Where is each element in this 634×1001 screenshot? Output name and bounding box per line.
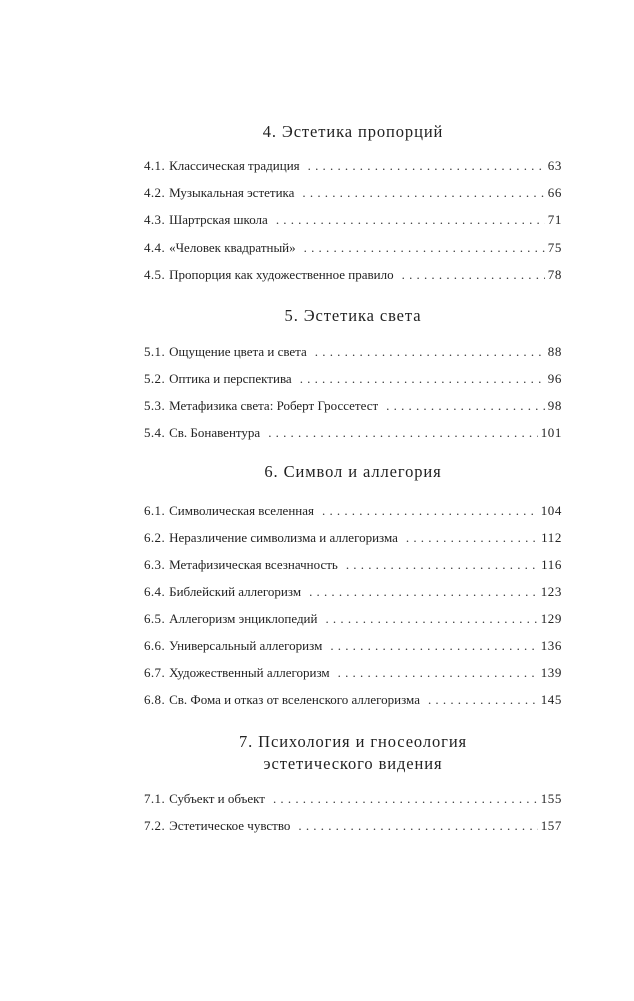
entry-title: Метафизическая всезначность bbox=[169, 557, 338, 572]
entry-page-number: 71 bbox=[547, 212, 562, 227]
dot-leader bbox=[268, 424, 538, 442]
dot-leader bbox=[276, 211, 545, 229]
toc-entry[interactable] bbox=[144, 266, 562, 284]
dot-leader bbox=[402, 266, 545, 284]
toc-entry[interactable] bbox=[144, 790, 562, 808]
entry-number: 4.4. bbox=[144, 240, 166, 255]
entry-page-number: 157 bbox=[540, 818, 562, 833]
entry-page-number: 129 bbox=[540, 611, 562, 626]
toc-entry[interactable] bbox=[144, 664, 562, 682]
chapter-title: 4. Эстетика пропорций bbox=[262, 122, 444, 141]
entry-page-number: 116 bbox=[541, 557, 562, 572]
entry-page-number: 78 bbox=[547, 267, 562, 282]
entry-number: 7.2. bbox=[144, 818, 166, 833]
chapter-title: 5. Эстетика света bbox=[284, 306, 422, 325]
entry-number: 6.7. bbox=[144, 665, 166, 680]
entry-number: 6.2. bbox=[144, 530, 166, 545]
entry-number: 5.2. bbox=[144, 371, 166, 386]
entry-page-number: 155 bbox=[540, 791, 562, 806]
entry-title: Художественный аллегоризм bbox=[169, 665, 330, 680]
entry-number: 6.5. bbox=[144, 611, 166, 626]
toc-entry[interactable] bbox=[144, 157, 562, 175]
toc-entry[interactable] bbox=[144, 239, 562, 257]
entry-page-number: 112 bbox=[541, 530, 562, 545]
entry-title: «Человек квадратный» bbox=[169, 240, 296, 255]
dot-leader bbox=[315, 343, 545, 361]
entry-page-number: 136 bbox=[540, 638, 562, 653]
chapter-title: 7. Психология и гносеология bbox=[238, 732, 468, 751]
entry-title: Эстетическое чувство bbox=[169, 818, 291, 833]
entry-title: Библейский аллегоризм bbox=[169, 584, 302, 599]
entry-title: Шартрская школа bbox=[169, 212, 268, 227]
entry-number: 6.1. bbox=[144, 503, 166, 518]
entry-title: Метафизика света: Роберт Гроссетест bbox=[169, 398, 379, 413]
entry-page-number: 101 bbox=[540, 425, 562, 440]
dot-leader bbox=[428, 691, 538, 709]
toc-entry[interactable] bbox=[144, 637, 562, 655]
dot-leader bbox=[300, 370, 545, 388]
toc-entry[interactable] bbox=[144, 370, 562, 388]
toc-entry[interactable] bbox=[144, 817, 562, 835]
toc-entry[interactable] bbox=[144, 424, 562, 442]
dot-leader bbox=[386, 397, 545, 415]
dot-leader bbox=[298, 817, 537, 835]
entry-page-number: 98 bbox=[547, 398, 562, 413]
entry-page-number: 66 bbox=[547, 185, 562, 200]
entry-number: 6.4. bbox=[144, 584, 166, 599]
entry-page-number: 75 bbox=[547, 240, 562, 255]
entry-page-number: 123 bbox=[540, 584, 562, 599]
dot-leader bbox=[302, 184, 544, 202]
toc-entry[interactable] bbox=[144, 343, 562, 361]
entry-title: Универсальный аллегоризм bbox=[169, 638, 323, 653]
entry-title: Пропорция как художественное правило bbox=[169, 267, 394, 282]
entry-page-number: 139 bbox=[540, 665, 562, 680]
entry-title: Ощущение цвета и света bbox=[169, 344, 307, 359]
entry-page-number: 88 bbox=[547, 344, 562, 359]
entry-page-number: 145 bbox=[540, 692, 562, 707]
toc-entry[interactable] bbox=[144, 583, 562, 601]
entry-title: Св. Фома и отказ от вселенского аллегоризма bbox=[169, 692, 420, 707]
entry-page-number: 63 bbox=[547, 158, 562, 173]
entry-number: 4.3. bbox=[144, 212, 166, 227]
entry-page-number: 96 bbox=[547, 371, 562, 386]
chapter-title: 6. Символ и аллегория bbox=[264, 462, 442, 481]
entry-number: 4.2. bbox=[144, 185, 166, 200]
toc-entry[interactable] bbox=[144, 529, 562, 547]
toc-entry[interactable] bbox=[144, 211, 562, 229]
dot-leader bbox=[308, 157, 545, 175]
entry-title: Неразличение символизма и аллегоризма bbox=[169, 530, 398, 545]
toc-entry[interactable] bbox=[144, 397, 562, 415]
entry-title: Св. Бонавентура bbox=[169, 425, 261, 440]
entry-number: 6.6. bbox=[144, 638, 166, 653]
entry-title: Оптика и перспектива bbox=[169, 371, 292, 386]
entry-number: 4.5. bbox=[144, 267, 166, 282]
entry-page-number: 104 bbox=[540, 503, 562, 518]
entry-number: 5.3. bbox=[144, 398, 166, 413]
toc-entry[interactable] bbox=[144, 184, 562, 202]
dot-leader bbox=[406, 529, 538, 547]
entry-number: 5.4. bbox=[144, 425, 166, 440]
entry-title: Музыкальная эстетика bbox=[169, 185, 295, 200]
entry-title: Субъект и объект bbox=[169, 791, 265, 806]
entry-number: 4.1. bbox=[144, 158, 166, 173]
entry-number: 7.1. bbox=[144, 791, 166, 806]
dot-leader bbox=[325, 610, 537, 628]
entry-number: 6.3. bbox=[144, 557, 166, 572]
dot-leader bbox=[330, 637, 537, 655]
dot-leader bbox=[273, 790, 538, 808]
toc-entry[interactable] bbox=[144, 556, 562, 574]
dot-leader bbox=[346, 556, 538, 574]
dot-leader bbox=[338, 664, 538, 682]
entry-number: 6.8. bbox=[144, 692, 166, 707]
entry-title: Классическая традиция bbox=[169, 158, 300, 173]
toc-entry[interactable] bbox=[144, 610, 562, 628]
chapter-title-line2: эстетического видения bbox=[263, 754, 443, 773]
toc-entry[interactable] bbox=[144, 502, 562, 520]
entry-title: Аллегоризм энциклопедий bbox=[169, 611, 318, 626]
entry-title: Символическая вселенная bbox=[169, 503, 314, 518]
entry-number: 5.1. bbox=[144, 344, 166, 359]
dot-leader bbox=[322, 502, 538, 520]
toc-entry[interactable] bbox=[144, 691, 562, 709]
dot-leader bbox=[304, 239, 545, 257]
dot-leader bbox=[309, 583, 538, 601]
